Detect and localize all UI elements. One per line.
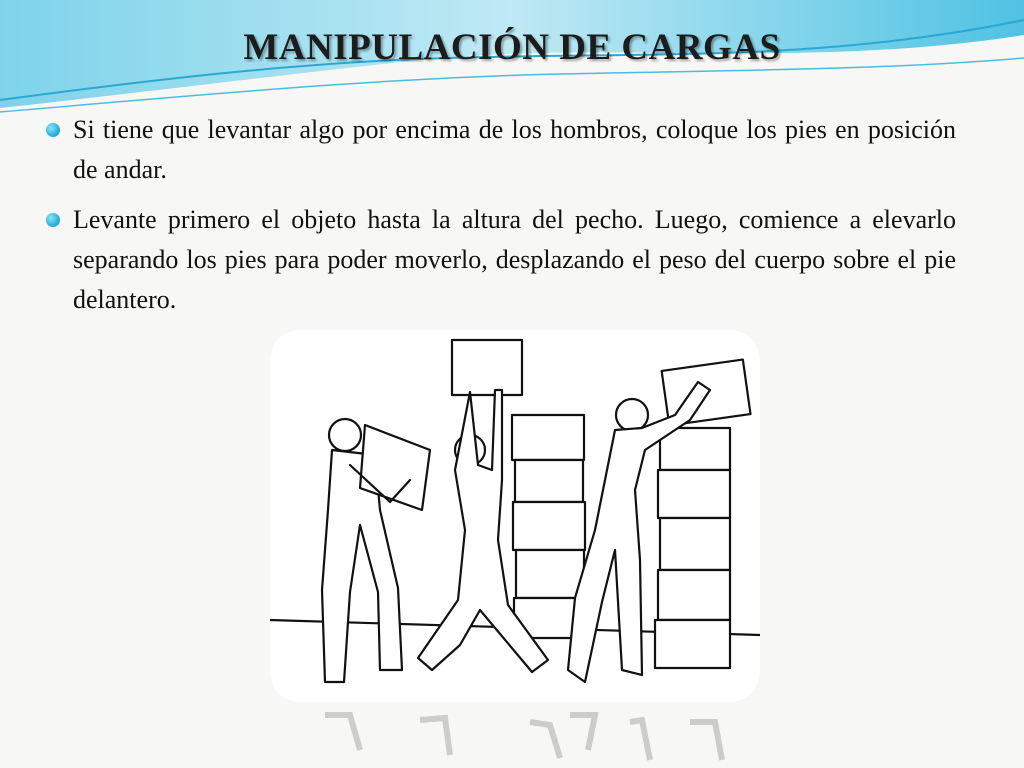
bullet-list: [40, 110, 956, 330]
workers-lifting-boxes-illustration: [270, 330, 760, 768]
bullet-text: Levante primero el objeto hasta la altura del pecho. Luego, comience a elevarlo separando los pies para poder moverlo, desplazando el peso del cuerpo sobre el pie delantero.: [73, 205, 956, 314]
bullet-item: [40, 200, 956, 320]
bullet-text: Si tiene que levantar algo por encima de los hombros, coloque los pies en posición de andar.: [73, 115, 956, 184]
round-bullet-icon: [46, 213, 60, 227]
slide-title: MANIPULACIÓN DE CARGAS: [243, 27, 781, 68]
round-bullet-icon: [46, 123, 60, 137]
bullet-item: [40, 110, 956, 190]
